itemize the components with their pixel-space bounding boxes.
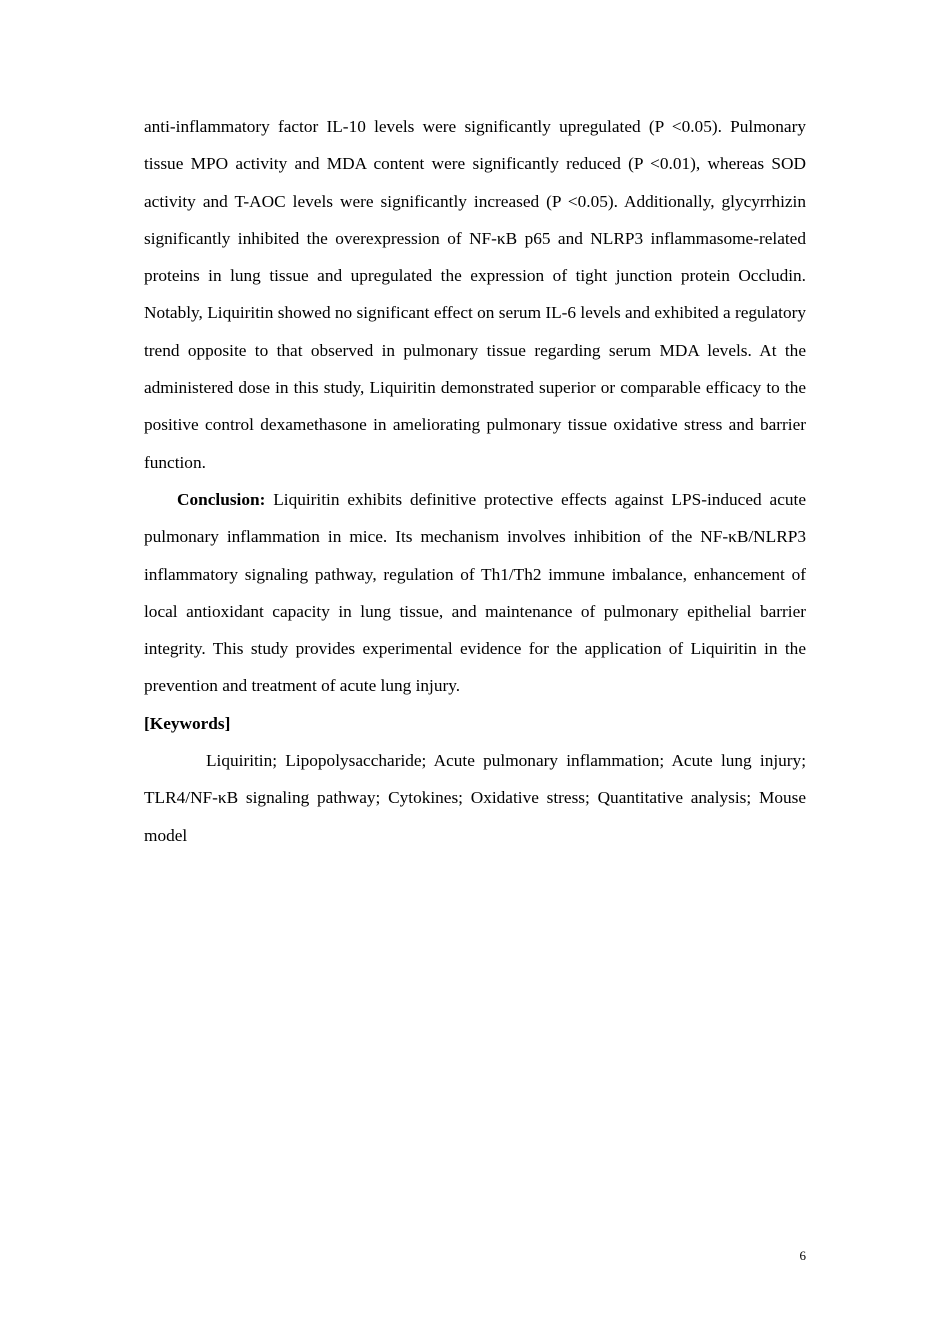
page-number: 6 bbox=[799, 1248, 806, 1263]
conclusion-label: Conclusion: bbox=[177, 489, 266, 509]
page-body bbox=[144, 108, 806, 854]
conclusion-text: Liquiritin exhibits definitive protective effects against LPS-induced acute pulmonary inflammation in mice. Its mechanism involves inhibition of the NF-κB/NLRP3 inflammatory signaling pathway, regulation of Th1/Th2 immune imbalance, enhancement of local antioxidant capacity in lung tissue, and maintenance of pulmonary epithelial barrier integrity. This study provides experimental evidence for the application of Liquiritin in the prevention and treatment of acute lung injury. bbox=[144, 489, 806, 696]
results-paragraph: anti-inflammatory factor IL-10 levels were significantly upregulated (P <0.05). Pulmonary tissue MPO activity and MDA content were significantly reduced (P <0.01), whereas SOD activity and T-AOC levels were significantly increased (P <0.05). Additionally, glycyrrhizin significantly inhibited the overexpression of NF-κB p65 and NLRP3 inflammasome-related proteins in lung tissue and upregulated the expression of tight junction protein Occludin. Notably, Liquiritin showed no significant effect on serum IL-6 levels and exhibited a regulatory trend opposite to that observed in pulmonary tissue regarding serum MDA levels. At the administered dose in this study, Liquiritin demonstrated superior or comparable efficacy to the positive control dexamethasone in ameliorating pulmonary tissue oxidative stress and barrier function. bbox=[144, 117, 806, 472]
conclusion-paragraph bbox=[144, 481, 806, 705]
keywords-heading: [Keywords] bbox=[144, 713, 231, 733]
keywords-text: Liquiritin; Lipopolysaccharide; Acute pulmonary inflammation; Acute lung injury; TLR4/NF-κB signaling pathway; Cytokines; Oxidative stress; Quantitative analysis; Mouse model bbox=[144, 751, 806, 845]
